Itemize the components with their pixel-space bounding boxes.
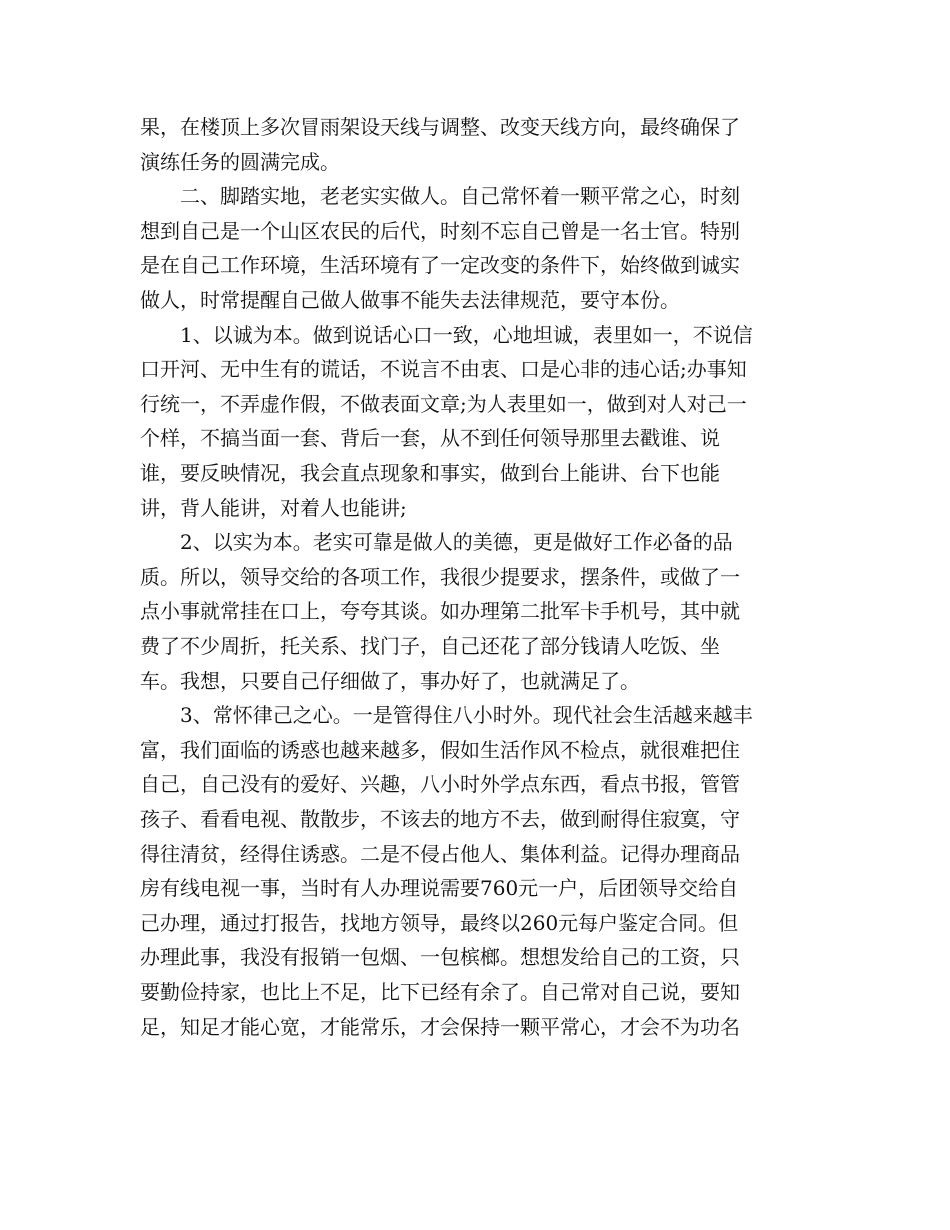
text-line: 行统一，不弄虚作假，不做表面文章;为人表里如一，做到对人对己一 [140, 391, 747, 416]
text-line: 质。所以，领导交给的各项工作，我很少提要求，摆条件，或做了一 [140, 564, 740, 589]
text-line: 富，我们面临的诱惑也越来越多，假如生活作风不检点，就很难把住 [140, 737, 740, 762]
text-line: 是在自己工作环境，生活环境有了一定改变的条件下，始终做到诚实 [140, 253, 740, 278]
text-line: 费了不少周折，托关系、找门子，自己还花了部分钱请人吃饭、坐 [140, 634, 720, 658]
text-line: 办理此事，我没有报销一包烟、一包槟榔。想想发给自己的工资，只 [140, 945, 740, 970]
text-line: 讲，背人能讲，对着人也能讲; [140, 495, 407, 520]
text-line: 得往清贫，经得住诱惑。二是不侵占他人、集体利益。记得办理商品 [140, 841, 740, 866]
text-line: 想到自己是一个山区农民的后代，时刻不忘自己曾是一名士官。特别 [140, 218, 740, 243]
text-line: 房有线电视一事，当时有人办理说需要760元一户，后团领导交给自 [140, 876, 739, 901]
text-line: 车。我想，只要自己仔细做了，事办好了，也就满足了。 [140, 668, 640, 693]
text-line: 3、常怀律己之心。一是管得住八小时外。现代社会生活越来越丰 [140, 703, 753, 728]
text-line: 要勤俭持家，也比上不足，比下已经有余了。自己常对自己说，要知 [140, 980, 740, 1004]
text-line: 己办理，通过打报告，找地方领导，最终以260元每户鉴定合同。但 [140, 910, 739, 935]
text-line: 个样，不搞当面一套、背后一套，从不到任何领导那里去戳谁、说 [140, 426, 720, 451]
text-line: 自己，自己没有的爱好、兴趣，八小时外学点东西，看点书报，管管 [140, 772, 740, 797]
text-line: 演练任务的圆满完成。 [140, 149, 340, 174]
text-line: 孩子、看看电视、散散步，不该去的地方不去，做到耐得住寂寞，守 [140, 807, 740, 831]
text-line: 做人，时常提醒自己做人做事不能失去法律规范，要守本份。 [140, 288, 680, 312]
text-line: 2、以实为本。老实可靠是做人的美德，更是做好工作必备的品 [140, 530, 733, 555]
text-line: 谁，要反映情况，我会直点现象和事实，做到台上能讲、台下也能 [140, 461, 720, 485]
text-line: 足，知足才能心宽，才能常乐，才会保持一颗平常心，才会不为功名 [140, 1014, 740, 1039]
text-line: 果，在楼顶上多次冒雨架设天线与调整、改变天线方向，最终确保了 [140, 115, 740, 139]
text-line: 口开河、无中生有的谎话，不说言不由衷、口是心非的违心话;办事知 [140, 357, 747, 382]
text-line: 二、脚踏实地，老老实实做人。自己常怀着一颗平常之心，时刻 [140, 184, 740, 209]
text-line: 1、以诚为本。做到说话心口一致，心地坦诚，表里如一，不说信 [140, 322, 753, 347]
text-line: 点小事就常挂在口上，夸夸其谈。如办理第二批军卡手机号，其中就 [140, 599, 740, 624]
